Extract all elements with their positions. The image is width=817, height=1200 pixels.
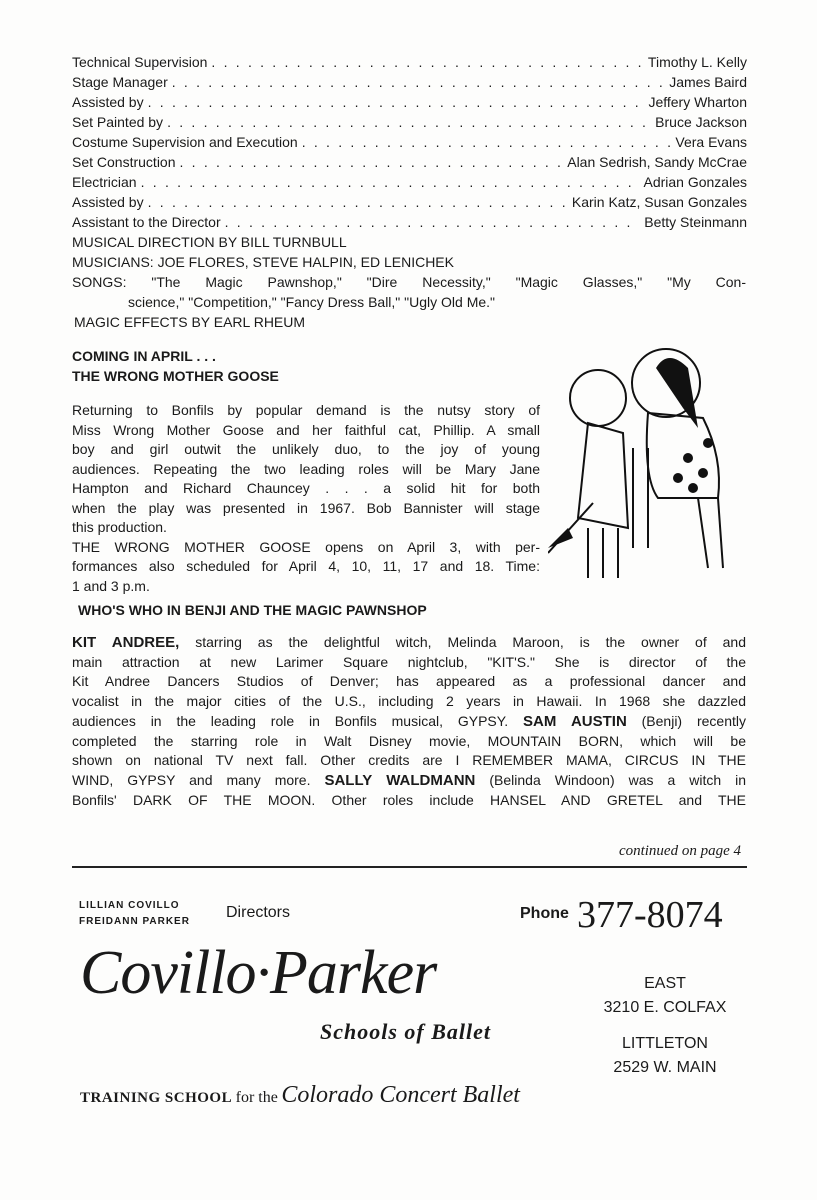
credit-role: Assisted by bbox=[72, 194, 144, 210]
paragraph-line bbox=[72, 790, 746, 810]
credit-row bbox=[72, 52, 747, 72]
credit-role: Stage Manager bbox=[72, 74, 168, 90]
text-segment: vocalist in the major cities of the U.S., including 2 years in Hawaii. In 1968 she dazzled bbox=[72, 693, 746, 710]
covillo-parker-logo: Covillo·Parker bbox=[80, 939, 437, 1007]
credit-row bbox=[72, 192, 747, 212]
credit-role: Costume Supervision and Execution bbox=[72, 134, 298, 150]
paragraph-line bbox=[72, 750, 746, 770]
paragraph-line bbox=[72, 671, 746, 691]
paragraph-line: Returning to Bonfils by popular demand is the nutsy story of bbox=[72, 402, 540, 418]
credit-role: Assisted by bbox=[72, 94, 144, 110]
east-label: EAST bbox=[644, 975, 686, 992]
coming-title: THE WRONG MOTHER GOOSE bbox=[72, 368, 279, 384]
text-segment: Kit Andree Dancers Studios of Denver; has appeared as a professional dancer and bbox=[72, 673, 746, 690]
credit-name: James Baird bbox=[669, 74, 747, 90]
paragraph-line: THE WRONG MOTHER GOOSE opens on April 3, with per- bbox=[72, 538, 540, 555]
directors-label: Directors bbox=[226, 904, 291, 921]
credit-row bbox=[72, 172, 747, 192]
text-segment: (Belinda Windoon) was a witch in bbox=[475, 771, 746, 788]
credit-row bbox=[72, 152, 747, 172]
paragraph-line bbox=[72, 731, 746, 751]
leader-dots bbox=[141, 172, 640, 192]
text-segment: completed the starring role in Walt Disney movie, MOUNTAIN BORN, which will be bbox=[72, 732, 746, 749]
littleton-address: 2529 W. MAIN bbox=[613, 1059, 717, 1076]
for-the: for the bbox=[235, 1089, 278, 1106]
leader-dots bbox=[148, 92, 645, 112]
leader-dots bbox=[180, 152, 564, 172]
leader-dots bbox=[172, 72, 665, 92]
songs-line-2: science," "Competition," "Fancy Dress Ball," "Ugly Old Me." bbox=[128, 294, 496, 310]
credit-name: Betty Steinmann bbox=[644, 214, 747, 230]
leader-dots bbox=[302, 132, 672, 152]
text-segment: (Benji) recently bbox=[626, 712, 746, 729]
director-name: FREIDANN PARKER bbox=[79, 916, 190, 927]
leader-dots bbox=[225, 212, 641, 232]
text-segment: WIND, GYPSY and many more. bbox=[72, 771, 325, 788]
text-segment: Bonfils' DARK OF THE MOON. Other roles include HANSEL AND GRETEL and THE bbox=[72, 791, 746, 808]
credit-row bbox=[72, 212, 747, 232]
credit-row bbox=[72, 92, 747, 112]
whos-who-heading: WHO'S WHO IN BENJI AND THE MAGIC PAWNSHOP bbox=[78, 602, 427, 618]
schools-of-ballet: Schools of Ballet bbox=[320, 1019, 492, 1044]
text-segment: shown on national TV next fall. Other credits are I REMEMBER MAMA, CIRCUS IN THE bbox=[72, 752, 746, 769]
credit-role: Electrician bbox=[72, 174, 137, 190]
credit-name: Vera Evans bbox=[675, 134, 747, 150]
leader-dots bbox=[211, 52, 644, 72]
magic-effects: MAGIC EFFECTS BY EARL RHEUM bbox=[74, 314, 306, 330]
divider bbox=[72, 866, 747, 868]
credit-role: Set Painted by bbox=[72, 114, 164, 130]
continued-note: continued on page 4 bbox=[618, 843, 741, 859]
east-address: 3210 E. COLFAX bbox=[603, 999, 727, 1016]
text-segment: main attraction at new Larimer Square nightclub, "KIT'S." She is director of the bbox=[72, 653, 746, 670]
paragraph-line bbox=[72, 691, 746, 711]
paragraph-line bbox=[72, 652, 746, 672]
credit-row bbox=[72, 112, 747, 132]
paragraph-line: 1 and 3 p.m. bbox=[72, 577, 150, 594]
phone-number: 377-8074 bbox=[577, 894, 723, 936]
paragraph-line: boy and girl outwit the unlikely duo, to the joy of young bbox=[72, 441, 540, 457]
credit-name: Timothy L. Kelly bbox=[647, 54, 747, 70]
littleton-label: LITTLETON bbox=[622, 1035, 708, 1052]
coming-heading: COMING IN APRIL . . . bbox=[72, 348, 216, 364]
paragraph-line bbox=[72, 711, 746, 732]
performer-name: KIT ANDREE, bbox=[72, 634, 180, 651]
credit-row bbox=[72, 132, 747, 152]
credit-role: Set Construction bbox=[72, 154, 176, 170]
leader-dots bbox=[148, 192, 568, 212]
paragraph-line: Miss Wrong Mother Goose and her faithful cat, Phillip. A small bbox=[72, 421, 540, 438]
credit-row bbox=[72, 72, 747, 92]
paragraph-line: Hampton and Richard Chauncey . . . a solid hit for both bbox=[72, 480, 540, 496]
credit-name: Bruce Jackson bbox=[655, 114, 747, 130]
musical-direction: MUSICAL DIRECTION BY BILL TURNBULL bbox=[72, 234, 347, 250]
leader-dots bbox=[167, 112, 651, 132]
credit-name: Alan Sedrish, Sandy McCrae bbox=[567, 154, 747, 170]
training-school: TRAINING SCHOOL bbox=[80, 1090, 233, 1106]
paragraph-line: when the play was presented in 1967. Bob Bannister will stage bbox=[72, 499, 540, 516]
credit-role: Assistant to the Director bbox=[72, 214, 221, 230]
text-segment: audiences in the leading role in Bonfils musical, GYPSY. bbox=[72, 712, 524, 729]
paragraph-line: formances also scheduled for April 4, 10, 11, 17 and 18. Time: bbox=[72, 558, 540, 574]
songs-line-1: SONGS: "The Magic Pawnshop," "Dire Necessity," "Magic Glasses," "My Con- bbox=[72, 274, 746, 290]
credit-role: Technical Supervision bbox=[72, 54, 208, 70]
performer-name: SALLY WALDMANN bbox=[324, 771, 476, 789]
credit-name: Adrian Gonzales bbox=[643, 174, 747, 190]
credit-name: Jeffery Wharton bbox=[648, 94, 747, 110]
paragraph-line bbox=[72, 632, 746, 653]
mother-goose-illustration bbox=[548, 338, 773, 593]
credit-name: Karin Katz, Susan Gonzales bbox=[571, 194, 747, 210]
performer-name: SAM AUSTIN bbox=[523, 712, 627, 730]
musicians: MUSICIANS: JOE FLORES, STEVE HALPIN, ED LENICHEK bbox=[72, 254, 454, 270]
paragraph-line: audiences. Repeating the two leading roles will be Mary Jane bbox=[72, 460, 540, 477]
phone-label: Phone bbox=[520, 905, 569, 922]
director-name: LILLIAN COVILLO bbox=[79, 900, 180, 911]
paragraph-line: this production. bbox=[72, 519, 167, 535]
text-segment: starring as the delightful witch, Melinda Maroon, is the owner of and bbox=[179, 634, 746, 650]
paragraph-line bbox=[72, 770, 746, 791]
colorado-concert-ballet: Colorado Concert Ballet bbox=[281, 1082, 520, 1108]
